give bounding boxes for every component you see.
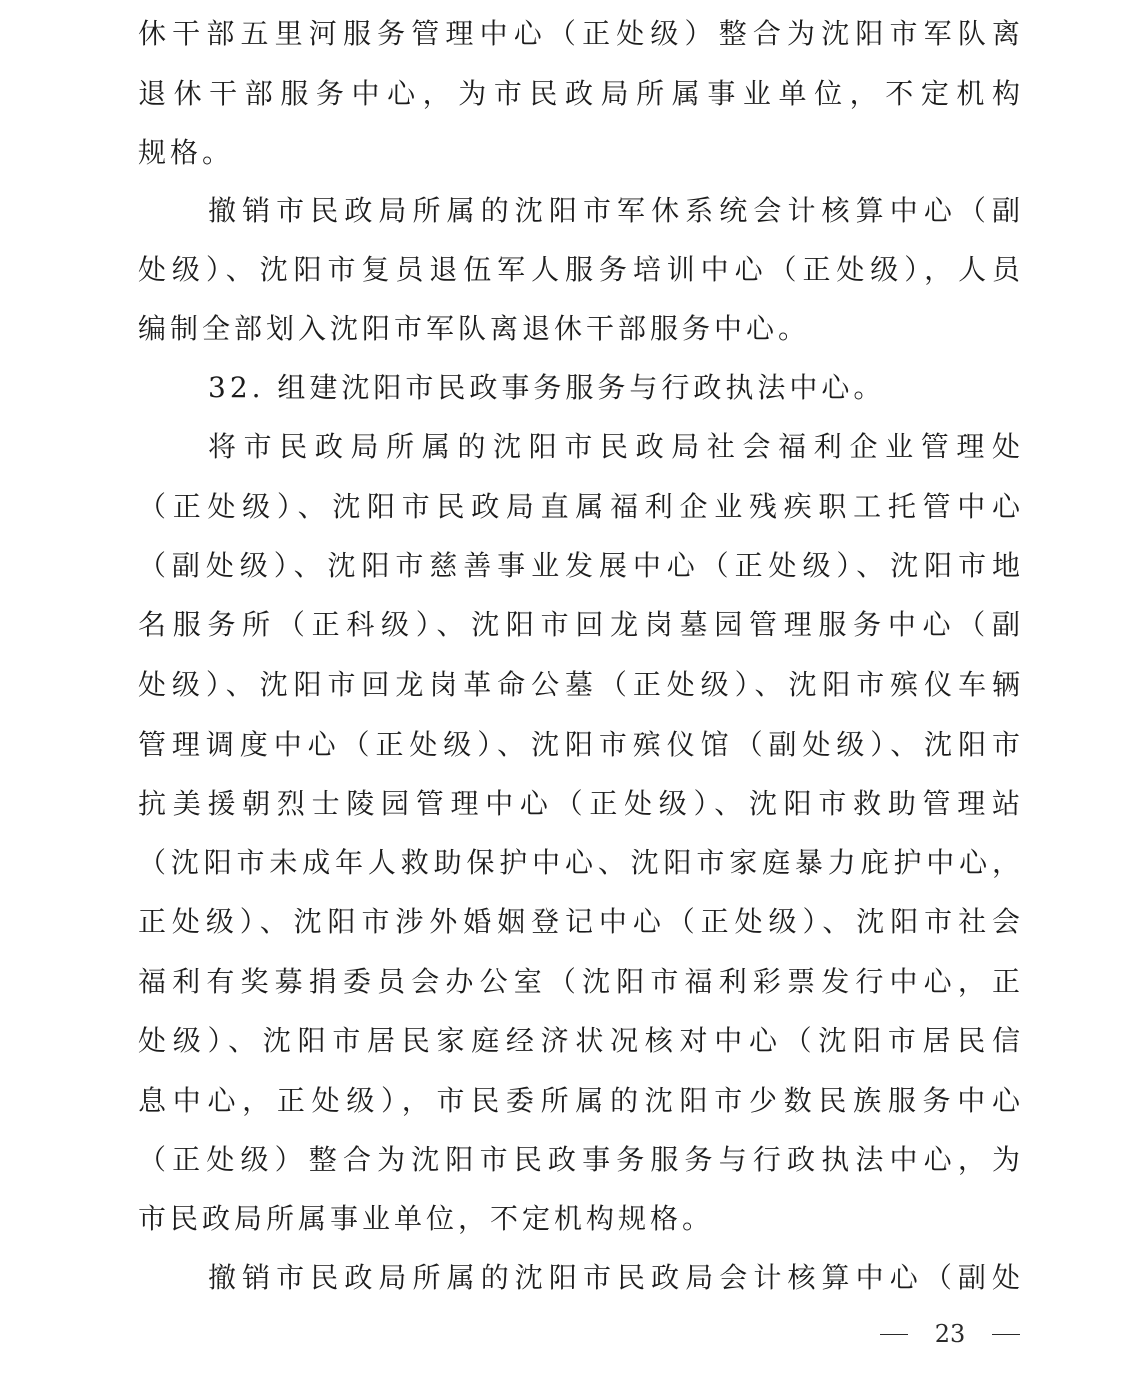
text-line: 撤销市民政局所属的沈阳市民政局会计核算中心（副处 bbox=[208, 1261, 1020, 1294]
text-line: 休干部五里河服务管理中心（正处级）整合为沈阳市军队离 bbox=[138, 17, 1020, 50]
section-heading: 32. 组建沈阳市民政事务服务与行政执法中心。 bbox=[208, 371, 886, 404]
dash-left bbox=[880, 1334, 908, 1335]
text-line: 管理调度中心（正处级）、沈阳市殡仪馆（副处级）、沈阳市 bbox=[138, 728, 1020, 761]
text-line: （副处级）、沈阳市慈善事业发展中心（正处级）、沈阳市地 bbox=[138, 549, 1020, 582]
text-line: 规格。 bbox=[138, 136, 235, 169]
page-number bbox=[880, 1316, 1020, 1352]
text-line: 息中心，正处级），市民委所属的沈阳市少数民族服务中心 bbox=[138, 1084, 1020, 1117]
text-line: （正处级）整合为沈阳市民政事务服务与行政执法中心，为 bbox=[138, 1143, 1020, 1176]
text-line: 处级）、沈阳市回龙岗革命公墓（正处级）、沈阳市殡仪车辆 bbox=[138, 668, 1020, 701]
text-line: 市民政局所属事业单位，不定机构规格。 bbox=[138, 1202, 715, 1235]
text-line: 正处级）、沈阳市涉外婚姻登记中心（正处级）、沈阳市社会 bbox=[138, 905, 1020, 938]
page-number-value: 23 bbox=[934, 1320, 966, 1348]
text-line: 名服务所（正科级）、沈阳市回龙岗墓园管理服务中心（副 bbox=[138, 608, 1020, 641]
text-line: 将市民政局所属的沈阳市民政局社会福利企业管理处 bbox=[208, 430, 1020, 463]
text-line: 处级）、沈阳市复员退伍军人服务培训中心（正处级），人员 bbox=[138, 253, 1020, 286]
text-line: （正处级）、沈阳市民政局直属福利企业残疾职工托管中心 bbox=[138, 490, 1020, 523]
text-line: 编制全部划入沈阳市军队离退休干部服务中心。 bbox=[138, 312, 811, 345]
dash-right bbox=[992, 1334, 1020, 1335]
text-line: 抗美援朝烈士陵园管理中心（正处级）、沈阳市救助管理站 bbox=[138, 787, 1020, 820]
text-line: 撤销市民政局所属的沈阳市军休系统会计核算中心（副 bbox=[208, 194, 1020, 227]
text-line: 福利有奖募捐委员会办公室（沈阳市福利彩票发行中心，正 bbox=[138, 965, 1020, 998]
text-line: 退休干部服务中心，为市民政局所属事业单位，不定机构 bbox=[138, 77, 1020, 110]
text-line: 处级）、沈阳市居民家庭经济状况核对中心（沈阳市居民信 bbox=[138, 1024, 1020, 1057]
text-line: （沈阳市未成年人救助保护中心、沈阳市家庭暴力庇护中心， bbox=[138, 846, 1020, 879]
